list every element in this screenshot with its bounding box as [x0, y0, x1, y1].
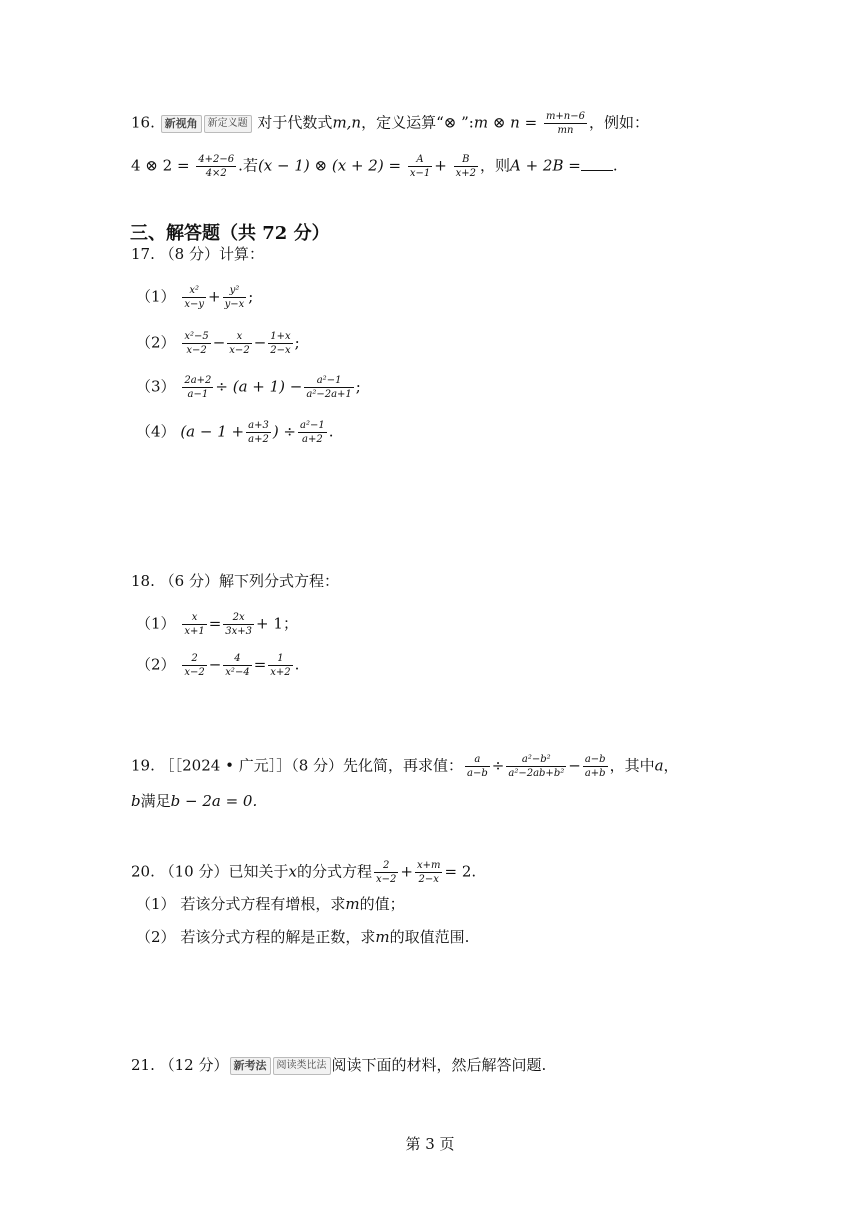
q16-ask: A + 2B =	[509, 156, 581, 175]
q16-ex-fraction	[196, 153, 236, 180]
q19-n2: a²−b²	[521, 754, 551, 765]
q17-i3-mid: ÷ (a + 1) −	[215, 377, 303, 396]
q16-answer-blank[interactable]	[581, 169, 613, 171]
q17-i3-n2: a²−1	[316, 375, 342, 386]
q17-i1-n1: x²	[189, 285, 199, 296]
q17-i4-end: .	[328, 422, 334, 441]
q20-part-2-text-a: 若该分式方程的解是正数，求	[180, 928, 376, 946]
q17-i3-n1: 2a+2	[184, 375, 212, 386]
q18-i2-n1: 2	[191, 653, 198, 664]
q16-def-fraction	[544, 110, 587, 137]
q17-i2-op2: −	[253, 333, 267, 352]
q16-text3: ，例如：	[588, 113, 649, 132]
q20-op: +	[400, 862, 413, 881]
q17-i3-end: ;	[355, 377, 361, 396]
q18-i2-n3: 1	[277, 653, 284, 664]
q19-d3: a+b	[584, 768, 606, 779]
q18-i1-d1: x+1	[184, 626, 205, 637]
section-title: 三、解答题（共 72 分）	[130, 223, 330, 244]
q20-frac1	[374, 859, 398, 886]
q17-i3-d2: a²−2a+1	[306, 389, 352, 400]
q18-i2-n2: 4	[234, 653, 241, 664]
q19-n1: a	[474, 754, 481, 765]
q18-score: （6 分）	[159, 572, 219, 590]
q17-i4-n1: a+3	[248, 420, 269, 431]
q17-i1-op: +	[208, 287, 221, 306]
q17-header	[131, 247, 264, 262]
q17-i1-frac2	[223, 284, 247, 311]
q17-i3-d1: a−1	[182, 387, 213, 401]
q17-i2-n2: x	[236, 331, 243, 342]
q18-i2-d3: x+2	[270, 667, 291, 678]
q16-plus: +	[434, 156, 447, 175]
q17-i1-n2: y²	[229, 285, 240, 296]
q19-n3: a−b	[584, 754, 606, 765]
q16-a-fraction	[408, 153, 432, 180]
q16-expr: (x − 1) ⊗ (x + 2) =	[257, 156, 402, 175]
q20-text2: 的分式方程	[296, 862, 372, 881]
q17-i2-end: ;	[294, 333, 300, 352]
q19-condition: b − 2a = 0.	[170, 792, 258, 810]
q19-line2	[131, 794, 257, 809]
q17-score: （8 分）	[159, 245, 219, 263]
q19-d1: a−b	[467, 768, 488, 779]
q17-i2-n1: x²−5	[184, 331, 209, 342]
q20-var: x	[288, 862, 297, 881]
q17-i4-mid: ) ÷	[272, 422, 297, 441]
q17-i2-frac1	[182, 330, 210, 357]
q18-item-1	[136, 611, 298, 638]
q17-item-2-label: （2）	[136, 333, 176, 352]
q18-i1-n1: x	[191, 612, 198, 623]
q16-def-lhs: m ⊗ n =	[473, 113, 538, 132]
q20-part-2-text-b: 的取值范围.	[389, 928, 470, 946]
q18-i2-d1: x−2	[184, 667, 205, 678]
q17-i1-end: ;	[248, 287, 254, 306]
q21-text: 阅读下面的材料，然后解答问题.	[331, 1056, 547, 1074]
q16-ex-den: 4×2	[196, 166, 236, 180]
q17-item-1-label: （1）	[136, 287, 176, 306]
q17-item-3-label: （3）	[136, 377, 176, 396]
q17-item-2	[136, 330, 300, 357]
q18-item-1-label: （1）	[136, 614, 176, 633]
q16-line1	[131, 110, 649, 137]
q18-i1-d2: 3x+3	[225, 626, 253, 637]
q20-number: 20.	[131, 862, 155, 881]
q19-frac2	[506, 753, 566, 780]
q17-i3-frac1	[182, 374, 213, 401]
q19-number: 19.	[131, 756, 155, 775]
q17-i4-d2: a+2	[298, 432, 327, 446]
q19-line2-text: 满足	[140, 792, 171, 810]
q19-line1	[131, 753, 679, 780]
q19-op2: −	[568, 756, 581, 775]
q20-text1: 已知关于	[228, 862, 289, 881]
q18-i1-eq: =	[208, 614, 222, 633]
q20-d2: 2−x	[415, 872, 443, 886]
q17-i4-pre: (a − 1 +	[180, 422, 245, 441]
q18-i2-frac3	[268, 652, 292, 679]
q16-line2	[131, 153, 618, 180]
q16-a-num: A	[416, 154, 424, 165]
q17-i4-frac2	[298, 419, 327, 446]
q19-score: （8 分）	[291, 756, 344, 775]
q17-i2-d2: x−2	[229, 345, 250, 356]
q20-rhs: = 2.	[444, 862, 477, 881]
q19-var-a: a	[654, 756, 664, 775]
q18-number: 18.	[131, 572, 155, 590]
q16-a-den: x−1	[409, 168, 431, 179]
q16-def-den: mn	[544, 123, 587, 137]
q17-item-3	[136, 374, 361, 401]
q20-part-2-label: （2）	[136, 928, 176, 946]
q18-i2-frac1	[182, 652, 206, 679]
q18-i2-eq: =	[253, 655, 267, 674]
q16-b-den: x+2	[455, 168, 476, 179]
q19-frac3	[583, 753, 608, 780]
q17-i1-frac1	[182, 284, 206, 311]
q20-part-1	[136, 897, 405, 912]
q17-item-1	[136, 284, 253, 311]
q16-ex-lhs: 4 ⊗ 2 =	[131, 156, 190, 175]
q19-var-b: b	[131, 792, 141, 810]
q16-vars: m,n	[332, 113, 362, 132]
q20-n1: 2	[383, 860, 390, 871]
q20-part-1-var: m	[345, 895, 360, 913]
q20-header	[131, 859, 476, 886]
q19-prompt: 先化简，再求值：	[343, 756, 464, 775]
q17-i2-frac2	[227, 330, 251, 357]
q19-op1: ÷	[491, 756, 505, 775]
q16-badge-new-perspective: 新视角	[161, 115, 202, 133]
q16-text2: ，定义运算“⊗ ”:	[361, 113, 474, 132]
q21-number: 21.	[131, 1056, 155, 1074]
q18-i2-end: .	[294, 655, 300, 674]
q18-header	[131, 574, 339, 589]
q17-number: 17.	[131, 245, 155, 263]
q20-part-2-var: m	[375, 928, 390, 946]
q17-i2-d1: x−2	[182, 343, 210, 357]
q18-i2-op: −	[208, 655, 222, 674]
q20-frac2	[415, 859, 443, 886]
q17-i1-d1: x−y	[184, 299, 204, 310]
q18-i1-frac2	[223, 611, 254, 638]
q17-prompt: 计算：	[218, 245, 264, 263]
q20-part-1-text-b: 的值；	[359, 895, 405, 913]
page-number: 第 3 页	[405, 1135, 455, 1153]
q16-number: 16.	[131, 113, 155, 132]
q17-i2-frac3	[268, 330, 292, 357]
q21-score: （12 分）	[159, 1056, 229, 1074]
q17-i2-op1: −	[212, 333, 226, 352]
q17-i4-frac1	[246, 419, 271, 446]
q17-i2-n3: 1+x	[270, 331, 291, 342]
q20-part-2	[136, 930, 469, 945]
q18-item-2	[136, 652, 299, 679]
q17-item-4-label: （4）	[136, 422, 176, 441]
q19-comma: ，	[663, 756, 679, 775]
q19-text1: ，其中	[609, 756, 655, 775]
q20-score: （10 分）	[159, 862, 229, 881]
q17-i2-d3: 2−x	[270, 345, 291, 356]
q16-ex-num: 4+2−6	[198, 154, 235, 165]
q18-i2-frac2	[223, 652, 251, 679]
q21-line	[131, 1057, 546, 1075]
q16-def-num: m+n−6	[545, 111, 585, 122]
q19-source: ［［2024 • 广元］］	[159, 756, 292, 775]
q16-b-num: B	[462, 154, 470, 165]
q19-frac1	[465, 753, 490, 780]
q18-prompt: 解下列分式方程：	[218, 572, 339, 590]
q17-i3-frac2	[304, 374, 353, 401]
q19-d2: a²−2ab+b²	[508, 768, 565, 779]
q16-badge-new-definition: 新定义题	[204, 115, 252, 133]
q18-i1-end: ；	[282, 614, 298, 633]
q20-part-1-text-a: 若该分式方程有增根，求	[180, 895, 346, 913]
q16-text4: .若	[238, 156, 258, 175]
q18-i1-n2: 2x	[232, 612, 245, 623]
q21-badge-new-method: 新考法	[230, 1057, 271, 1075]
q16-end: .	[612, 156, 618, 175]
q18-i2-d2: x²−4	[225, 667, 250, 678]
q20-part-1-label: （1）	[136, 895, 176, 913]
q18-item-2-label: （2）	[136, 655, 176, 674]
q16-text1: 对于代数式	[257, 113, 333, 132]
q17-i4-d1: a+2	[248, 434, 269, 445]
q16-text5: ，则	[479, 156, 510, 175]
q20-d1: x−2	[376, 874, 397, 885]
q20-n2: x+m	[416, 860, 441, 871]
q18-i1-frac1	[182, 611, 206, 638]
q17-i4-n2: a²−1	[300, 420, 325, 431]
q21-badge-reading-analogy: 阅读类比法	[273, 1057, 331, 1075]
q18-i1-rest: + 1	[256, 614, 283, 633]
q17-item-4	[136, 419, 334, 446]
q17-i1-d2: y−x	[224, 299, 245, 310]
q16-b-fraction	[454, 153, 478, 180]
